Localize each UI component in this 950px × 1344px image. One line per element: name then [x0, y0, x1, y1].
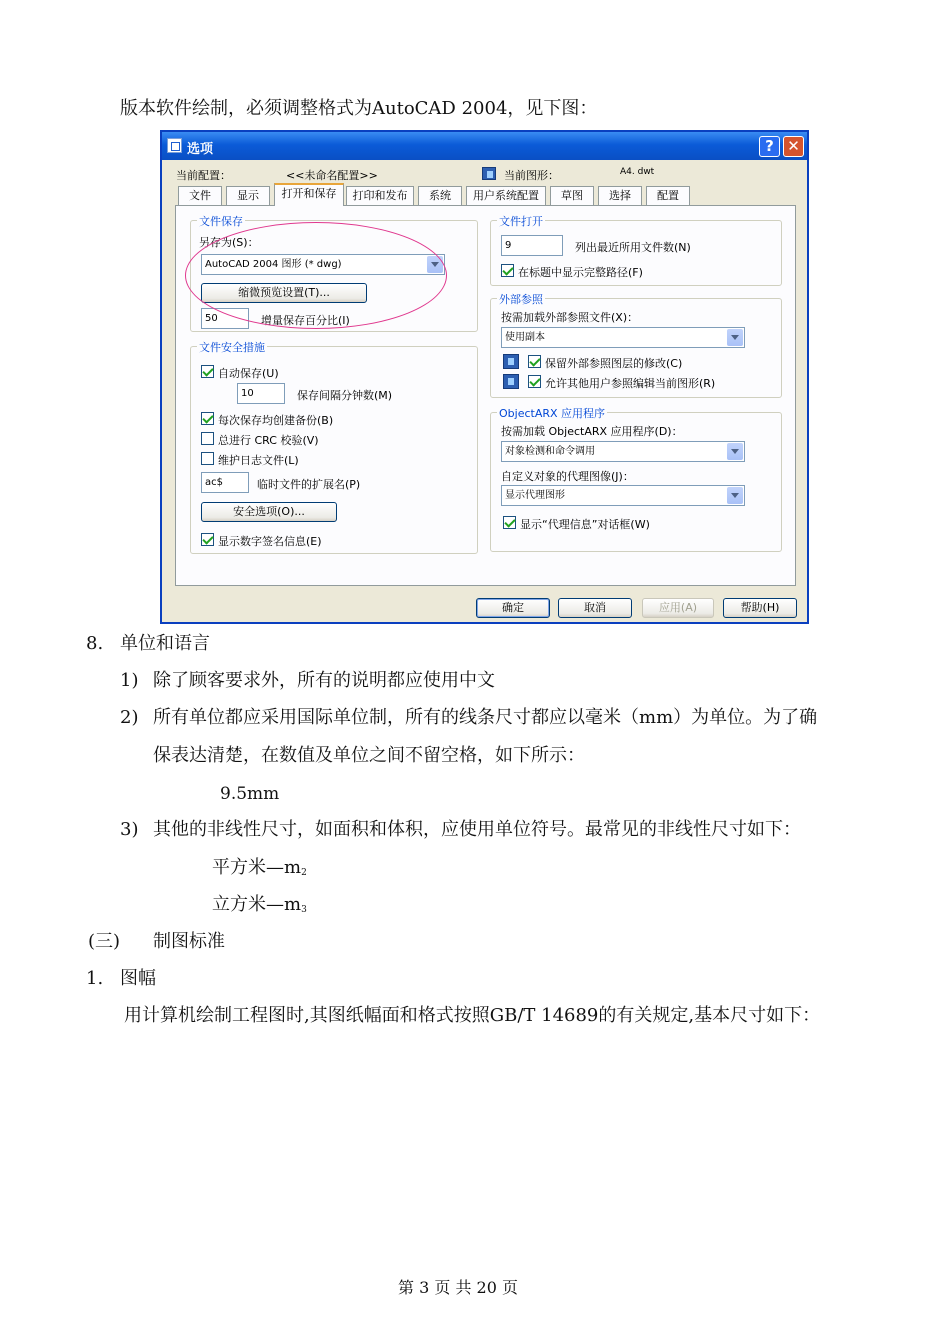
volume-unit: 立方米$—m_3$ [212, 894, 307, 915]
recent-files-label: 列出最近所用文件数(N) [575, 241, 691, 254]
incremental-save-label: 增量保存百分比(I) [261, 314, 350, 327]
file-open-title: 文件打开 [499, 215, 543, 228]
current-drawing-label: 当前图形： [504, 169, 559, 182]
section8-heading: 单位和语言 [120, 633, 210, 654]
incremental-save-input[interactable]: 50 [201, 308, 249, 329]
help-button[interactable]: 帮助(H) [723, 598, 797, 618]
xref-title: 外部参照 [499, 293, 543, 306]
intro-text: 版本软件绘制，必须调整格式为AutoCAD 2004，见下图： [120, 98, 598, 119]
tab-drafting[interactable]: 草图 [550, 186, 594, 205]
allow-refedit-checkbox[interactable] [528, 375, 541, 388]
current-drawing-value: A4. dwt [620, 167, 655, 177]
item2-text-line1: 所有单位都应采用国际单位制，所有的线条尺寸都应以毫米（mm）为单位。为了确 [153, 707, 818, 728]
subsection1-number: 1. [86, 968, 104, 989]
temp-ext-input[interactable]: ac$ [201, 472, 249, 493]
tab-system[interactable]: 系统 [418, 186, 462, 205]
item2-text-line2: 保表达清楚，在数值及单位之间不留空格，如下所示： [153, 745, 585, 766]
close-icon[interactable]: ✕ [783, 136, 804, 157]
chevron-down-icon[interactable] [727, 443, 743, 460]
xref-group [490, 293, 782, 398]
log-file-label: 维护日志文件(L) [218, 454, 299, 467]
recent-files-input[interactable]: 9 [501, 235, 563, 256]
crc-checkbox[interactable] [201, 432, 214, 445]
xref-demand-value: 使用副本 [505, 332, 545, 343]
proxy-image-select[interactable] [501, 485, 745, 506]
autosave-checkbox[interactable] [201, 365, 214, 378]
log-file-checkbox[interactable] [201, 452, 214, 465]
autosave-interval-input[interactable]: 10 [237, 383, 285, 404]
proxy-image-label: 自定义对象的代理图像(J)： [501, 470, 634, 483]
item1-text: 除了顾客要求外，所有的说明都应使用中文 [153, 670, 495, 691]
chevron-down-icon[interactable] [727, 329, 743, 346]
arx-load-select[interactable] [501, 441, 745, 462]
tab-files[interactable]: 文件 [178, 186, 222, 205]
file-open-group [490, 215, 782, 286]
apply-button[interactable]: 应用(A) [642, 598, 714, 618]
dialog-title: 选项 [187, 142, 214, 157]
file-save-title: 文件保存 [199, 215, 243, 228]
autosave-interval-label: 保存间隔分钟数(M) [297, 389, 393, 402]
arx-load-label: 按需加载 ObjectARX 应用程序(D)： [501, 425, 683, 438]
help-icon[interactable]: ? [759, 136, 780, 157]
section3-title: 制图标准 [153, 931, 225, 952]
options-app-icon [167, 138, 182, 153]
item3-number: 3) [120, 819, 139, 840]
chevron-down-icon[interactable] [727, 487, 743, 504]
proxy-image-value: 显示代理图形 [505, 490, 565, 501]
thumbnail-settings-button[interactable]: 缩微预览设置(T)... [201, 283, 367, 303]
highlight-oval [185, 222, 447, 329]
arx-load-value: 对象检测和命令调用 [505, 446, 595, 457]
proxy-dialog-checkbox[interactable] [503, 516, 516, 529]
digital-signature-checkbox[interactable] [201, 533, 214, 546]
allow-refedit-label: 允许其他用户参照编辑当前图形(R) [545, 377, 716, 390]
item2-number: 2) [120, 707, 139, 728]
area-unit: 平方米$—m_2$ [212, 857, 307, 878]
subsection1-title: 图幅 [120, 968, 156, 989]
full-path-checkbox[interactable] [501, 264, 514, 277]
backup-checkbox[interactable] [201, 412, 214, 425]
paper-size-text: 用计算机绘制工程图时,其图纸幅面和格式按照GB/T 14689的有关规定,基本尺寸如下： [124, 1005, 821, 1026]
autosave-label: 自动保存(U) [218, 367, 279, 380]
item3-text: 其他的非线性尺寸，如面积和体积，应使用单位符号。最常见的非线性尺寸如下： [153, 819, 801, 840]
temp-ext-label: 临时文件的扩展名(P) [257, 478, 361, 491]
xref-demand-select[interactable] [501, 327, 745, 348]
full-path-label: 在标题中显示完整路径(F) [518, 266, 643, 279]
current-profile-value: <<未命名配置>> [286, 169, 378, 182]
current-profile-label: 当前配置： [176, 169, 231, 182]
dialog-titlebar[interactable] [162, 132, 807, 160]
tab-user-prefs[interactable]: 用户系统配置 [466, 186, 546, 205]
objectarx-title: ObjectARX 应用程序 [499, 407, 606, 420]
crc-label: 总进行 CRC 校验(V) [218, 434, 319, 447]
section3-number: (三) [88, 931, 121, 952]
tab-selection[interactable]: 选择 [598, 186, 642, 205]
backup-label: 每次保存均创建备份(B) [218, 414, 334, 427]
cancel-button[interactable]: 取消 [558, 598, 632, 618]
drawing-icon [482, 167, 496, 180]
item1-number: 1) [120, 670, 139, 691]
save-as-label: 另存为(S)： [199, 236, 259, 249]
save-as-value: AutoCAD 2004 图形 (* dwg) [205, 259, 342, 270]
xref-demand-label: 按需加载外部参照文件(X)： [501, 311, 639, 324]
file-safety-group [190, 341, 478, 554]
tab-profiles[interactable]: 配置 [646, 186, 690, 205]
tab-plot-publish[interactable]: 打印和发布 [346, 186, 414, 205]
retain-xref-changes-label: 保留外部参照图层的修改(C) [545, 357, 683, 370]
example-value: 9.5mm [220, 784, 280, 804]
objectarx-group [490, 407, 782, 552]
xref-edit-icon [503, 374, 519, 389]
options-dialog [160, 130, 809, 624]
proxy-dialog-label: 显示“代理信息”对话框(W) [520, 518, 650, 531]
section8-number: 8. [86, 633, 104, 654]
file-safety-title: 文件安全措施 [199, 341, 265, 354]
page-footer: 第 3 页 共 20 页 [398, 1278, 518, 1297]
tab-open-save[interactable]: 打开和保存 [274, 183, 344, 206]
retain-xref-changes-checkbox[interactable] [528, 355, 541, 368]
xref-icon [503, 354, 519, 369]
digital-signature-label: 显示数字签名信息(E) [218, 535, 322, 548]
security-options-button[interactable]: 安全选项(O)... [201, 502, 337, 522]
tab-display[interactable]: 显示 [226, 186, 270, 205]
ok-button[interactable]: 确定 [476, 598, 550, 618]
